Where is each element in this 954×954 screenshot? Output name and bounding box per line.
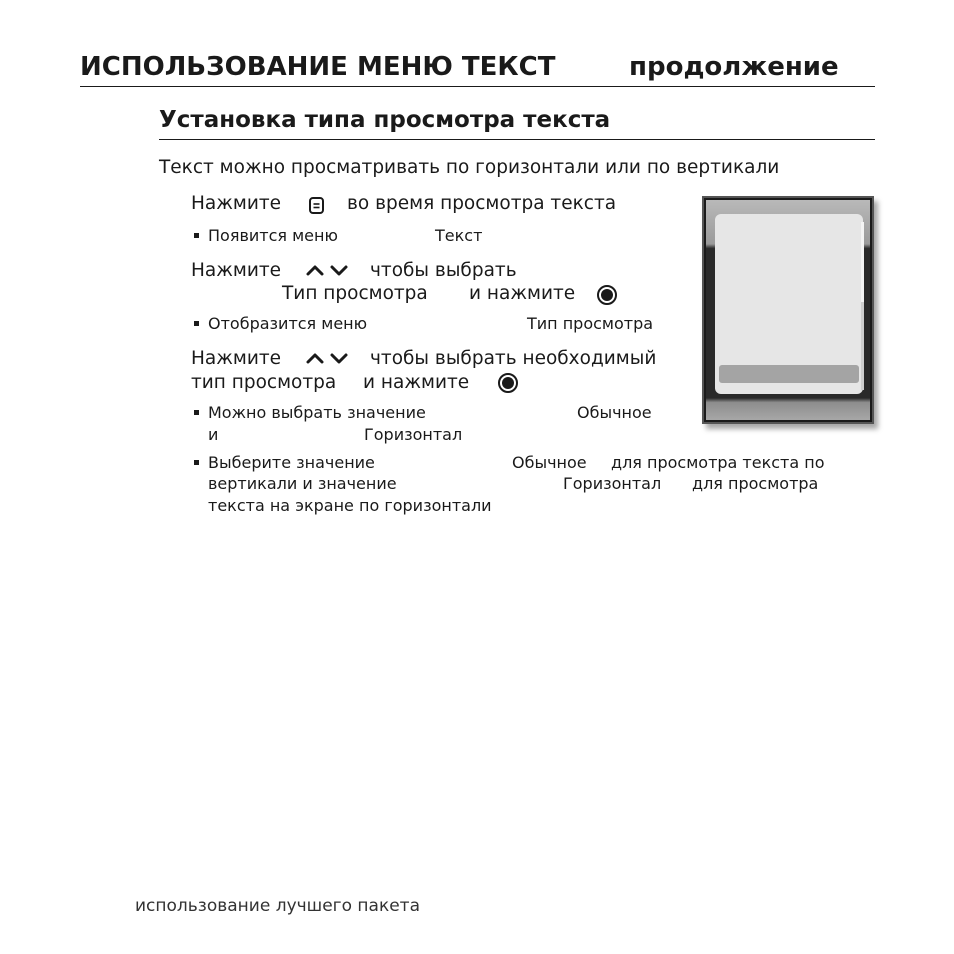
step1-bullet-text: Появится меню bbox=[208, 226, 338, 245]
step3-bullet2-text: Выберите значение bbox=[208, 453, 375, 472]
up-down-arrows-icon bbox=[305, 262, 351, 278]
step2-bullet-text: Отобразится меню bbox=[208, 314, 368, 333]
step3-bullet1-join: и bbox=[208, 425, 219, 444]
scrollbar-thumb bbox=[861, 222, 864, 302]
step2-bullet-term: Тип просмотра bbox=[527, 314, 654, 333]
bullet-marker bbox=[194, 460, 199, 465]
select-button-icon bbox=[596, 284, 618, 306]
bullet-marker bbox=[194, 321, 199, 326]
step2-line2-text: и нажмите bbox=[469, 283, 576, 304]
step1-press-label: Нажмите bbox=[191, 193, 282, 214]
step3-bullet1-term: Обычное bbox=[577, 403, 652, 422]
page-title: ИСПОЛЬЗОВАНИЕ МЕНЮ ТЕКСТ bbox=[80, 52, 556, 82]
intro-text: Текст можно просматривать по горизонтали или по вертикали bbox=[159, 157, 780, 178]
step3-line2-text: и нажмите bbox=[363, 372, 470, 393]
up-down-arrows-icon bbox=[305, 350, 351, 366]
section-rule bbox=[159, 139, 875, 140]
footer-text: использование лучшего пакета bbox=[135, 896, 420, 916]
step3-press-label: Нажмите bbox=[191, 348, 282, 369]
step3-bullet1-text: Можно выбрать значение bbox=[208, 403, 426, 422]
section-title: Установка типа просмотра текста bbox=[159, 107, 611, 133]
step1-bullet-term: Текст bbox=[435, 226, 483, 245]
menu-popup-selection bbox=[719, 365, 859, 383]
menu-popup bbox=[715, 214, 863, 394]
step2-term: Тип просмотра bbox=[282, 283, 428, 304]
step3-bullet2-line2-after: для просмотра bbox=[692, 474, 819, 493]
page-title-continued: продолжение bbox=[629, 52, 839, 82]
step3-bullet2-term2: Горизонтал bbox=[563, 474, 662, 493]
step3-bullet2-term: Обычное bbox=[512, 453, 587, 472]
step3-bullet2-after: для просмотра текста по bbox=[611, 453, 825, 472]
bullet-marker bbox=[194, 233, 199, 238]
step3-term: тип просмотра bbox=[191, 372, 337, 393]
step2-text: чтобы выбрать bbox=[370, 260, 517, 281]
select-button-icon bbox=[497, 372, 519, 394]
step3-bullet2-line3: текста на экране по горизонтали bbox=[208, 496, 492, 515]
bullet-marker bbox=[194, 410, 199, 415]
step2-press-label: Нажмите bbox=[191, 260, 282, 281]
title-rule bbox=[80, 86, 875, 87]
step1-text: во время просмотра текста bbox=[347, 193, 617, 214]
step3-bullet2-line2: вертикали и значение bbox=[208, 474, 397, 493]
step3-text: чтобы выбрать необходимый bbox=[370, 348, 657, 369]
step3-bullet1-term2: Горизонтал bbox=[364, 425, 463, 444]
device-screen-illustration bbox=[702, 196, 874, 424]
menu-button-icon bbox=[308, 196, 326, 216]
